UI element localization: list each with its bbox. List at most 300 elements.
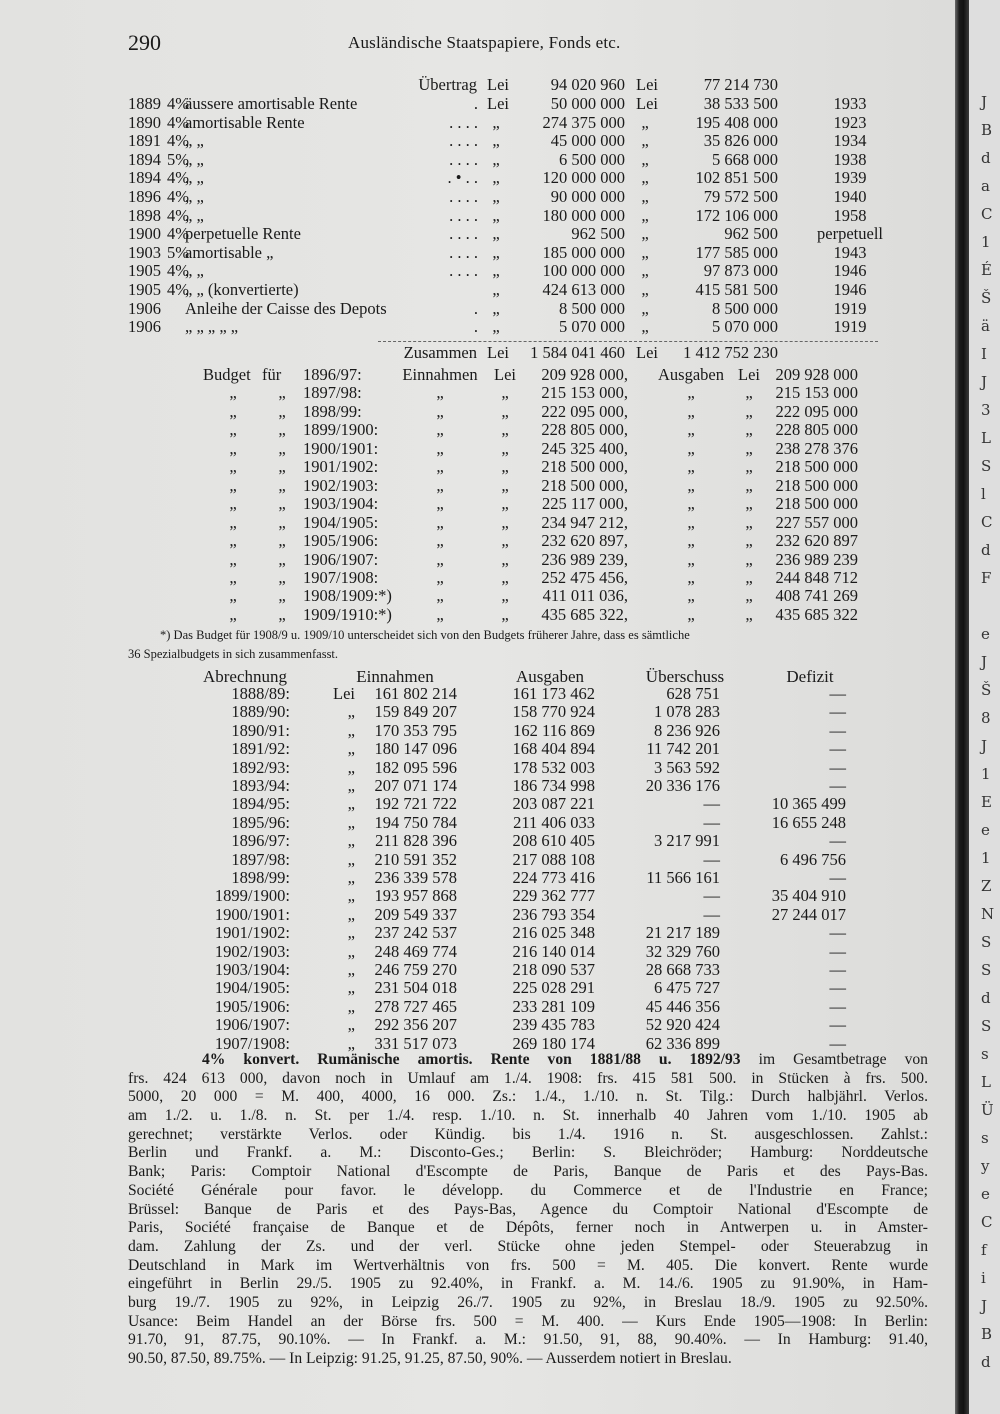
currency-label: „ <box>347 960 355 979</box>
loan-row <box>0 150 955 169</box>
account-income: 246 759 270 <box>374 960 457 979</box>
book-binding-edge <box>955 0 969 1414</box>
account-deficit: — <box>829 978 846 998</box>
loan-name: amortisable „ <box>185 242 274 262</box>
adjacent-page-glyph: s <box>981 1129 989 1147</box>
budget-label: „ <box>229 475 237 495</box>
maturity-year: 1938 <box>833 149 867 169</box>
currency-label: „ <box>501 401 509 421</box>
paragraph-line: Société Générale pour favor. le développ. du Commerce et de l'Industrie en France; <box>128 1181 928 1199</box>
account-deficit: — <box>829 702 846 722</box>
paragraph-line: Deutschland in Mark im Wertverhältnis von frs. 500 = M. 405. Die konvert. Rente wurde <box>128 1256 928 1274</box>
budget-income: 215 153 000, <box>541 383 628 403</box>
outstanding-amount: 38 533 500 <box>703 94 778 113</box>
maturity-year: 1919 <box>833 317 867 337</box>
currency-label: „ <box>641 242 649 262</box>
loan-name: „ „ <box>185 149 204 169</box>
loan-name: amortisable Rente <box>185 112 305 132</box>
outstanding-amount: 962 500 <box>724 224 778 244</box>
account-expenses: 269 180 174 <box>512 1033 595 1053</box>
account-expenses: 229 362 777 <box>512 886 595 906</box>
adjacent-page-glyph: 3 <box>981 401 991 419</box>
budget-label: „ <box>278 512 286 532</box>
account-income: 292 356 207 <box>374 1015 457 1035</box>
account-period: 1905/1906: <box>214 996 290 1016</box>
column-header: Ausgaben <box>516 667 584 686</box>
income-label: „ <box>436 586 444 606</box>
account-expenses: 158 770 924 <box>512 702 595 722</box>
interest-rate: 4% <box>167 131 189 151</box>
budget-row <box>0 458 955 477</box>
adjacent-page-sliver <box>969 0 1000 1414</box>
currency-label: „ <box>501 475 509 495</box>
account-row <box>0 869 955 887</box>
interest-rate: 4% <box>167 280 189 299</box>
maturity-year: 1939 <box>833 168 867 188</box>
currency-label: „ <box>641 224 649 244</box>
account-row <box>0 998 955 1016</box>
currency-label: „ <box>347 757 355 777</box>
budget-label: „ <box>278 475 286 495</box>
income-label: „ <box>436 512 444 532</box>
currency-label: Lei <box>494 365 516 384</box>
budget-label: „ <box>278 586 286 606</box>
loan-row <box>0 168 955 187</box>
income-label: „ <box>436 604 444 624</box>
outstanding-amount: 172 106 000 <box>695 205 778 225</box>
account-deficit: — <box>829 960 846 979</box>
account-surplus: 62 336 899 <box>645 1033 720 1053</box>
budget-row <box>0 551 955 570</box>
budget-label: „ <box>278 531 286 551</box>
currency-label: „ <box>492 131 500 151</box>
account-surplus: 52 920 424 <box>645 1015 720 1035</box>
currency-label: „ <box>501 457 509 477</box>
adjacent-page-glyph: L <box>981 1073 991 1091</box>
outstanding-amount: 77 214 730 <box>703 75 778 94</box>
income-label: „ <box>436 420 444 440</box>
account-row <box>0 685 955 703</box>
account-deficit: — <box>829 923 846 943</box>
account-expenses: 239 435 783 <box>512 1015 595 1035</box>
adjacent-page-glyph: J <box>981 373 988 391</box>
issued-amount: 120 000 000 <box>542 168 625 188</box>
paragraph-line: Usance: Beim Handel an der Börse frs. 500 = M. 400. — Kurs Ende 1905—1908: In Berlin: <box>128 1312 928 1330</box>
outstanding-amount: 8 500 000 <box>712 298 778 318</box>
interest-rate: 5% <box>167 242 189 262</box>
currency-label: „ <box>347 868 355 887</box>
account-surplus: 32 329 760 <box>645 941 720 961</box>
leader-dots: . . . . <box>449 261 478 281</box>
currency-label: Lei <box>333 684 355 703</box>
running-head: Ausländische Staatspapiere, Fonds etc. <box>348 33 621 52</box>
account-period: 1894/95: <box>231 794 290 814</box>
account-income: 194 750 784 <box>374 812 457 832</box>
paragraph-line: eingeführt in Berlin 29./5. 1905 zu 92.40%, in Frankf. a. M. 14./6. 1905 zu 91.90%, in Ham- <box>128 1275 928 1293</box>
adjacent-page-glyph: C <box>981 205 993 223</box>
account-period: 1901/1902: <box>214 923 290 943</box>
account-row <box>0 777 955 795</box>
currency-label: „ <box>347 996 355 1016</box>
currency-label: „ <box>641 261 649 281</box>
budget-expenses: 435 685 322 <box>775 604 858 624</box>
adjacent-page-glyph: 8 <box>981 709 991 727</box>
budget-income: 222 095 000, <box>541 401 628 421</box>
budget-expenses: 209 928 000 <box>775 365 858 384</box>
account-income: 211 828 396 <box>375 831 457 851</box>
account-expenses: 162 116 869 <box>513 720 595 740</box>
budget-label: „ <box>278 494 286 514</box>
currency-label: Lei <box>487 75 509 94</box>
currency-label: „ <box>745 586 753 606</box>
budget-label: „ <box>278 420 286 440</box>
budget-income: 236 989 239, <box>541 549 628 569</box>
outstanding-amount: 35 826 000 <box>703 131 778 151</box>
account-income: 278 727 465 <box>374 996 457 1016</box>
budget-income: 209 928 000, <box>541 365 628 384</box>
income-label: „ <box>436 475 444 495</box>
issued-amount: 8 500 000 <box>559 298 625 318</box>
budget-label: „ <box>278 567 286 587</box>
budget-label: „ <box>229 438 237 458</box>
issued-amount: 45 000 000 <box>550 131 625 151</box>
issue-year: 1905 <box>128 261 161 281</box>
budget-period: 1904/1905: <box>303 512 379 532</box>
account-surplus: 8 236 926 <box>654 720 720 740</box>
loan-name: „ „ (konvertierte) <box>185 280 299 299</box>
leader-dots: . . . . <box>449 112 478 132</box>
account-income: 170 353 795 <box>374 720 457 740</box>
leader-dots: . . . . <box>449 131 478 151</box>
budget-row <box>0 587 955 606</box>
budget-period: 1896/97: <box>303 365 362 384</box>
budget-expenses: 408 741 269 <box>775 586 858 606</box>
currency-label: „ <box>501 531 509 551</box>
budget-period: 1903/1904: <box>303 494 379 514</box>
currency-label: „ <box>641 317 649 337</box>
total-issued: 1 584 041 460 <box>530 343 625 362</box>
expenses-label: „ <box>687 494 695 514</box>
interest-rate: 4% <box>167 112 189 132</box>
budget-row <box>0 606 955 625</box>
adjacent-page-glyph <box>981 599 991 613</box>
paragraph-line: Paris, Société française de Banque et de Dépôts, ferner noch in Antwerpen u. in Amster- <box>128 1219 928 1237</box>
expenses-label: „ <box>687 475 695 495</box>
loans-total-row <box>0 343 955 362</box>
leader-dots: . <box>473 317 478 337</box>
budget-income: 411 011 036, <box>542 586 628 606</box>
budget-period: 1908/1909:*) <box>303 586 392 606</box>
account-row <box>0 759 955 777</box>
outstanding-amount: 177 585 000 <box>695 242 778 262</box>
maturity-year: 1919 <box>833 298 867 318</box>
currency-label: „ <box>745 494 753 514</box>
budget-row <box>0 384 955 403</box>
issued-amount: 180 000 000 <box>542 205 625 225</box>
total-separator-line <box>378 341 878 342</box>
maturity-year: 1946 <box>833 280 867 299</box>
adjacent-page-glyph: Š <box>981 289 992 307</box>
issued-amount: 50 000 000 <box>550 94 625 113</box>
budget-expenses: 244 848 712 <box>775 567 858 587</box>
budget-period: 1907/1908: <box>303 567 379 587</box>
paragraph-line: 91.70, 91, 87.75, 90.10%. — In Frankf. a. M.: 91.50, 91, 88, 90.40%. — In Hamburg: 91.40, <box>128 1331 928 1349</box>
account-expenses: 203 087 221 <box>512 794 595 814</box>
budget-income: 218 500 000, <box>541 457 628 477</box>
account-deficit: — <box>829 1015 846 1035</box>
currency-label: „ <box>492 112 500 132</box>
account-deficit: — <box>829 941 846 961</box>
currency-label: „ <box>347 978 355 998</box>
loan-row <box>0 113 955 132</box>
maturity-year: perpetuell <box>817 224 883 244</box>
currency-label: „ <box>501 383 509 403</box>
budget-label: „ <box>229 567 237 587</box>
adjacent-page-glyph: Š <box>981 681 992 699</box>
account-deficit: — <box>829 757 846 777</box>
carry-over-row <box>0 75 955 94</box>
loan-name: „ „ „ „ „ <box>185 317 239 337</box>
account-row <box>0 1016 955 1034</box>
budget-period: 1900/1901: <box>303 438 379 458</box>
account-expenses: 217 088 108 <box>512 849 595 869</box>
currency-label: „ <box>492 317 500 337</box>
paragraph-line: frs. 424 613 000, davon noch in Umlauf am 1./4. 1908: frs. 415 581 500. in Stücken à frs. 500. <box>128 1069 928 1087</box>
budget-label: „ <box>229 586 237 606</box>
maturity-year: 1946 <box>833 261 867 281</box>
loan-row <box>0 224 955 243</box>
account-income: 159 849 207 <box>374 702 457 722</box>
outstanding-amount: 102 851 500 <box>695 168 778 188</box>
budget-label: „ <box>278 401 286 421</box>
account-expenses: 168 404 894 <box>512 739 595 759</box>
account-period: 1904/1905: <box>214 978 290 998</box>
expenses-label: „ <box>687 383 695 403</box>
account-period: 1906/1907: <box>214 1015 290 1035</box>
account-expenses: 216 025 348 <box>512 923 595 943</box>
budget-row <box>0 403 955 422</box>
account-deficit: 16 655 248 <box>771 812 846 832</box>
currency-label: „ <box>347 720 355 740</box>
income-label: „ <box>436 401 444 421</box>
currency-label: „ <box>745 531 753 551</box>
outstanding-amount: 195 408 000 <box>695 112 778 132</box>
currency-label: „ <box>745 420 753 440</box>
leader-dots: . . . . <box>449 187 478 206</box>
account-deficit: — <box>829 868 846 887</box>
currency-label: „ <box>745 438 753 458</box>
account-income: 209 549 337 <box>374 904 457 924</box>
issued-amount: 185 000 000 <box>542 242 625 262</box>
adjacent-page-glyph: E <box>981 793 992 811</box>
interest-rate: 4% <box>167 94 189 113</box>
paragraph-title: 4% konvert. Rumänische amortis. Rente von 1881/88 u. 1892/93 <box>202 1051 741 1068</box>
account-row <box>0 703 955 721</box>
carry-over-label: Übertrag <box>418 75 477 94</box>
account-expenses: 218 090 537 <box>512 960 595 979</box>
budget-row <box>0 421 955 440</box>
maturity-year: 1940 <box>833 187 867 206</box>
budget-row <box>0 514 955 533</box>
budget-period: 1899/1900: <box>303 420 379 440</box>
account-period: 1897/98: <box>231 849 290 869</box>
account-expenses: 224 773 416 <box>512 868 595 887</box>
budget-row <box>0 532 955 551</box>
accounts-header-row <box>0 668 955 686</box>
account-income: 180 147 096 <box>374 739 457 759</box>
budget-income: 245 325 400, <box>541 438 628 458</box>
budget-income: 225 117 000, <box>541 494 628 514</box>
currency-label: „ <box>501 494 509 514</box>
adjacent-page-glyph: Z <box>981 877 992 895</box>
column-header: Einnahmen <box>356 667 434 686</box>
account-income: 193 957 868 <box>374 886 457 906</box>
currency-label: Lei <box>487 94 509 113</box>
column-header: Abrechnung <box>202 667 288 686</box>
issued-amount: 94 020 960 <box>550 75 625 94</box>
account-surplus: 11 566 161 <box>646 868 720 887</box>
budget-expenses: 228 805 000 <box>775 420 858 440</box>
issued-amount: 100 000 000 <box>542 261 625 281</box>
maturity-year: 1934 <box>833 131 867 151</box>
budget-expenses: 218 500 000 <box>775 457 858 477</box>
currency-label: „ <box>501 438 509 458</box>
account-period: 1888/89: <box>231 684 290 703</box>
currency-label: Lei <box>738 365 760 384</box>
account-deficit: — <box>829 720 846 740</box>
currency-label: Lei <box>636 94 658 113</box>
interest-rate: 4% <box>167 205 189 225</box>
adjacent-page-glyph: e <box>981 1185 990 1203</box>
income-label: „ <box>436 531 444 551</box>
adjacent-page-glyph: s <box>981 1045 989 1063</box>
account-deficit: — <box>829 684 846 703</box>
account-surplus: — <box>703 904 720 924</box>
loan-name: „ „ <box>185 205 204 225</box>
interest-rate: 4% <box>167 168 189 188</box>
budget-label: „ <box>229 457 237 477</box>
budget-label: „ <box>229 494 237 514</box>
paragraph-text: im Gesamtbetrage von <box>740 1051 928 1068</box>
account-deficit: 10 365 499 <box>771 794 846 814</box>
issue-year: 1896 <box>128 187 161 206</box>
account-period: 1900/1901: <box>214 904 290 924</box>
account-deficit: — <box>829 776 846 795</box>
account-period: 1890/91: <box>231 720 290 740</box>
currency-label: „ <box>641 168 649 188</box>
page-number: 290 <box>128 30 161 55</box>
leader-dots: . . . . <box>449 242 478 262</box>
account-period: 1891/92: <box>231 739 290 759</box>
currency-label: „ <box>492 205 500 225</box>
account-income: 248 469 774 <box>374 941 457 961</box>
expenses-label: „ <box>687 604 695 624</box>
loan-row <box>0 243 955 262</box>
account-row <box>0 979 955 997</box>
leader-dots: . • . . <box>447 168 478 188</box>
budget-label: „ <box>229 420 237 440</box>
column-header: Überschuss <box>645 667 725 686</box>
account-income: 210 591 352 <box>374 849 457 869</box>
currency-label: „ <box>492 242 500 262</box>
account-period: 1889/90: <box>231 702 290 722</box>
account-period: 1893/94: <box>231 776 290 795</box>
account-income: 236 339 578 <box>374 868 457 887</box>
income-label: „ <box>436 549 444 569</box>
loan-row <box>0 317 955 336</box>
issue-year: 1894 <box>128 168 161 188</box>
currency-label: „ <box>492 187 500 206</box>
account-expenses: 216 140 014 <box>512 941 595 961</box>
adjacent-page-glyph: f <box>981 1241 987 1259</box>
expenses-label: „ <box>687 549 695 569</box>
loan-name: „ „ <box>185 168 204 188</box>
bond-description-paragraph <box>128 1051 928 1369</box>
issue-year: 1894 <box>128 149 161 169</box>
issued-amount: 962 500 <box>571 224 625 244</box>
issued-amount: 274 375 000 <box>542 112 625 132</box>
budget-expenses: 218 500 000 <box>775 494 858 514</box>
adjacent-page-glyph: d <box>981 989 991 1007</box>
budget-period: 1906/1907: <box>303 549 379 569</box>
adjacent-page-glyph: B <box>981 121 993 139</box>
account-period: 1907/1908: <box>214 1033 290 1053</box>
currency-label: „ <box>492 224 500 244</box>
account-surplus: — <box>703 794 720 814</box>
account-income: 237 242 537 <box>374 923 457 943</box>
budget-label: Budget <box>203 365 251 384</box>
account-period: 1892/93: <box>231 757 290 777</box>
account-surplus: 6 475 727 <box>654 978 720 998</box>
budget-income: 234 947 212, <box>541 512 628 532</box>
budget-period: 1898/99: <box>303 401 362 421</box>
paragraph-line <box>128 1051 928 1070</box>
budget-row <box>0 440 955 459</box>
account-period: 1896/97: <box>231 831 290 851</box>
outstanding-amount: 79 572 500 <box>703 187 778 206</box>
adjacent-page-glyph: É <box>981 261 992 279</box>
paragraph-line: 5000, 20 000 = M. 400, 4000, 16 000. Zs.: 1./4., 1./10. n. St. Tilg.: Durch halbjährl. Verlos. <box>128 1088 928 1106</box>
budget-row <box>0 477 955 496</box>
footnote-line: 36 Spezialbudgets in sich zusammenfasst. <box>128 647 339 661</box>
loan-row <box>0 206 955 225</box>
adjacent-page-glyph: d <box>981 1353 991 1371</box>
account-surplus: 3 563 592 <box>654 757 720 777</box>
budget-period: 1901/1902: <box>303 457 379 477</box>
currency-label: „ <box>492 280 500 299</box>
budget-label: „ <box>229 549 237 569</box>
account-row <box>0 814 955 832</box>
budget-label: „ <box>229 383 237 403</box>
account-surplus: — <box>703 812 720 832</box>
budget-label: „ <box>278 457 286 477</box>
budget-label: für <box>262 365 282 384</box>
outstanding-amount: 5 070 000 <box>712 317 778 337</box>
currency-label: „ <box>492 168 500 188</box>
budget-label: „ <box>278 604 286 624</box>
total-label: Zusammen <box>403 343 477 362</box>
currency-label: Lei <box>636 75 658 94</box>
interest-rate: 4% <box>167 187 189 206</box>
outstanding-amount: 97 873 000 <box>703 261 778 281</box>
maturity-year: 1923 <box>833 112 867 132</box>
paragraph-line: 90.50, 87.50, 89.75%. — In Leipzig: 91.25, 91.25, 87.50, 90%. — Ausserdem notiert in Breslau. <box>128 1350 732 1367</box>
currency-label: „ <box>641 187 649 206</box>
account-surplus: 20 336 176 <box>645 776 720 795</box>
budget-income: 228 805 000, <box>541 420 628 440</box>
budget-label: „ <box>229 604 237 624</box>
interest-rate: 4% <box>167 224 189 244</box>
